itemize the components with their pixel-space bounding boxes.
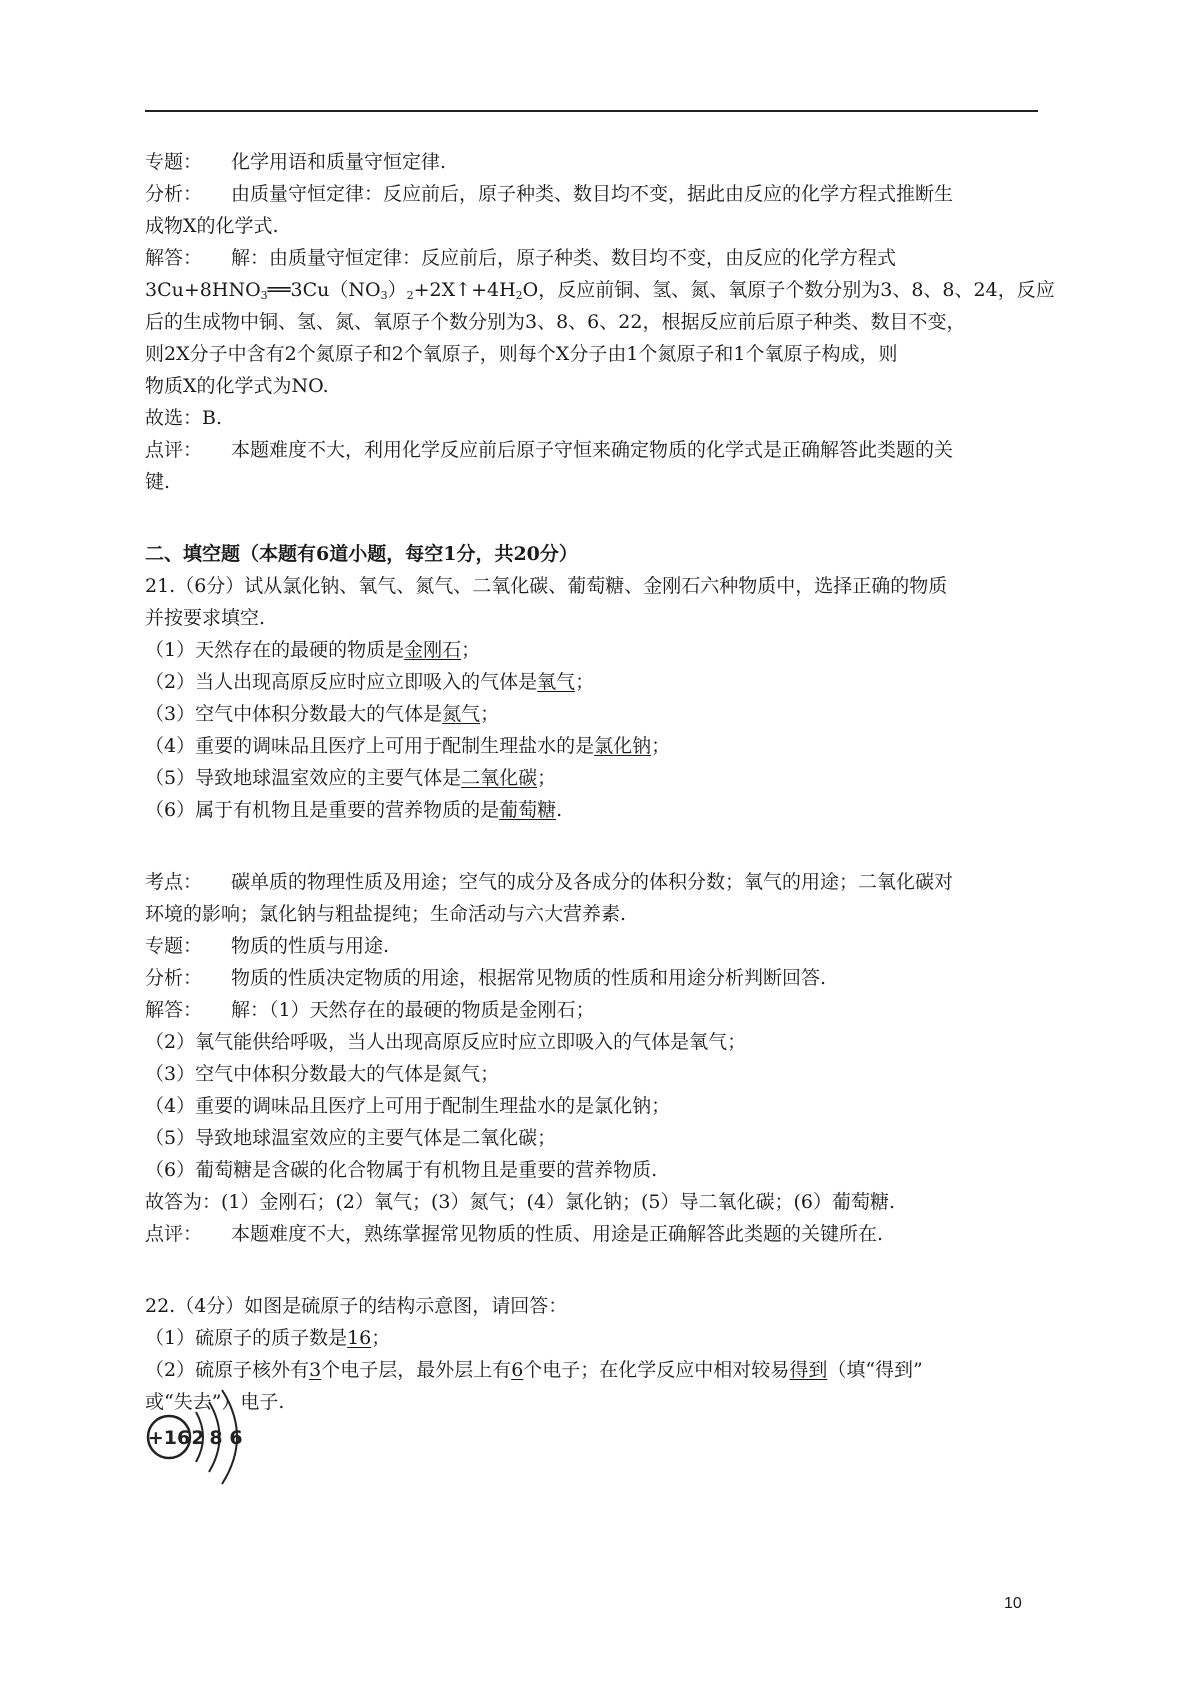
- shell-2-electrons: 8: [209, 1427, 223, 1449]
- page-number: 10: [1004, 1595, 1022, 1612]
- q21-stem-cont: 并按要求填空.: [145, 607, 266, 629]
- sulfur-atom-diagram: [144, 1382, 264, 1492]
- q21-comment: [145, 1218, 1038, 1250]
- fill-answer: 得到: [789, 1359, 828, 1381]
- analysis-label: 分析：: [145, 967, 203, 989]
- comment-text: 本题难度不大，利用化学反应前后原子守恒来确定物质的化学式是正确解答此类题的关: [231, 439, 954, 461]
- q20-answer-line5: 物质X的化学式为NO.: [145, 375, 329, 397]
- answer-label: 解答：: [145, 999, 203, 1021]
- q21-final-answer: 故答为：(1）金刚石；(2）氧气；(3）氮气；(4）氯化钠；(5）导二氧化碳；(6）葡萄糖.: [145, 1191, 896, 1213]
- answer-text: 解：（1）天然存在的最硬的物质是金刚石；: [231, 999, 595, 1021]
- shell-1-electrons: 2: [191, 1427, 205, 1449]
- fill-answer: 3: [309, 1359, 322, 1381]
- comment-label: 点评：: [145, 439, 203, 461]
- q21-kaodian: [145, 866, 1038, 898]
- header-rule: [145, 110, 1038, 112]
- page-body: [145, 146, 1055, 1418]
- q21-answer-line: （2）氧气能供给呼吸，当人出现高原反应时应立即吸入的气体是氧气；: [145, 1031, 747, 1053]
- q21-item-1: （1）天然存在的最硬的物质是金刚石；: [145, 639, 481, 661]
- answer-label: 解答：: [145, 247, 203, 269]
- q21-stem: 21.（6分）试从氯化钠、氧气、氮气、二氧化碳、葡萄糖、金刚石六种物质中，选择正确的物质: [145, 575, 948, 597]
- q21-answer-line: （5）导致地球温室效应的主要气体是二氧化碳；: [145, 1127, 557, 1149]
- q22-item-2-cont: 或“失去”）电子.: [145, 1391, 285, 1413]
- q21-answer-line: （4）重要的调味品且医疗上可用于配制生理盐水的是氯化钠；: [145, 1095, 671, 1117]
- kaodian-label: 考点：: [145, 871, 203, 893]
- q21-item-2: （2）当人出现高原反应时应立即吸入的气体是氧气；: [145, 671, 595, 693]
- q20-analysis-cont: 成物X的化学式.: [145, 215, 279, 237]
- answer-text: 解：由质量守恒定律：反应前后，原子种类、数目均不变，由反应的化学方程式: [231, 247, 897, 269]
- fill-answer: 二氧化碳: [461, 767, 538, 789]
- analysis-text: 由质量守恒定律：反应前后，原子种类、数目均不变，据此由反应的化学方程式推断生: [231, 183, 954, 205]
- q21-analysis: [145, 962, 1038, 994]
- q21-kaodian-cont: 环境的影响；氯化钠与粗盐提纯；生命活动与六大营养素.: [145, 903, 627, 925]
- q21-answer: [145, 994, 1038, 1026]
- q22-item-2: （2）硫原子核外有3个电子层，最外层上有6个电子；在化学反应中相对较易得到（填“得到”: [145, 1359, 923, 1381]
- analysis-label: 分析：: [145, 183, 203, 205]
- fill-answer: 16: [347, 1327, 372, 1349]
- q20-analysis: [145, 178, 1038, 210]
- q21-topic: [145, 930, 1038, 962]
- q21-answer-line: （3）空气中体积分数最大的气体是氮气；: [145, 1063, 500, 1085]
- nucleus-charge: +16: [147, 1427, 191, 1449]
- q21-answer-line: （6）葡萄糖是含碳的化合物属于有机物且是重要的营养物质.: [145, 1159, 658, 1181]
- q20-equation-line: $3Cu+8HNO_3══3Cu(NO_3)_2+2X↑+4H_2O$，反应前铜、氢、氮、氧原子个数分别为3、8、8、24，反应: [145, 279, 1055, 302]
- q20-comment: [145, 434, 1038, 466]
- fill-answer: 氮气: [442, 703, 481, 725]
- q21-item-4: （4）重要的调味品且医疗上可用于配制生理盐水的是氯化钠；: [145, 735, 671, 757]
- q20-answer-line3: 后的生成物中铜、氢、氮、氧原子个数分别为3、8、6、22，根据反应前后原子种类、数目不变，: [145, 311, 966, 333]
- comment-label: 点评：: [145, 1223, 203, 1245]
- q20-comment-cont: 键.: [145, 471, 171, 493]
- topic-label: 专题：: [145, 151, 203, 173]
- topic-label: 专题：: [145, 935, 203, 957]
- q20-topic: [145, 146, 1038, 178]
- topic-text: 物质的性质与用途.: [231, 935, 390, 957]
- q22-stem: 22.（4分）如图是硫原子的结构示意图，请回答：: [145, 1295, 568, 1317]
- analysis-text: 物质的性质决定物质的用途，根据常见物质的性质和用途分析判断回答.: [231, 967, 827, 989]
- topic-text: 化学用语和质量守恒定律.: [231, 151, 447, 173]
- q20-choice: 故选：B.: [145, 407, 223, 429]
- q22-item-1: （1）硫原子的质子数是16；: [145, 1327, 391, 1349]
- comment-text: 本题难度不大，熟练掌握常见物质的性质、用途是正确解答此类题的关键所在.: [231, 1223, 884, 1245]
- q21-item-3: （3）空气中体积分数最大的气体是氮气；: [145, 703, 500, 725]
- shell-3-electrons: 6: [229, 1427, 243, 1449]
- fill-answer: 6: [511, 1359, 524, 1381]
- kaodian-text: 碳单质的物理性质及用途；空气的成分及各成分的体积分数；氧气的用途；二氧化碳对: [231, 871, 954, 893]
- q21-item-5: （5）导致地球温室效应的主要气体是二氧化碳；: [145, 767, 557, 789]
- fill-answer: 氧气: [537, 671, 576, 693]
- q20-answer: [145, 242, 1038, 274]
- q21-item-6: （6）属于有机物且是重要的营养物质的是葡萄糖.: [145, 799, 563, 821]
- fill-answer: 葡萄糖: [499, 799, 557, 821]
- fill-answer: 氯化钠: [594, 735, 652, 757]
- fill-answer: 金刚石: [404, 639, 462, 661]
- q20-answer-line4: 则2X分子中含有2个氮原子和2个氧原子，则每个X分子由1个氮原子和1个氧原子构成，则: [145, 343, 898, 365]
- section-heading: 二、填空题（本题有6道小题，每空1分，共20分）: [145, 543, 578, 565]
